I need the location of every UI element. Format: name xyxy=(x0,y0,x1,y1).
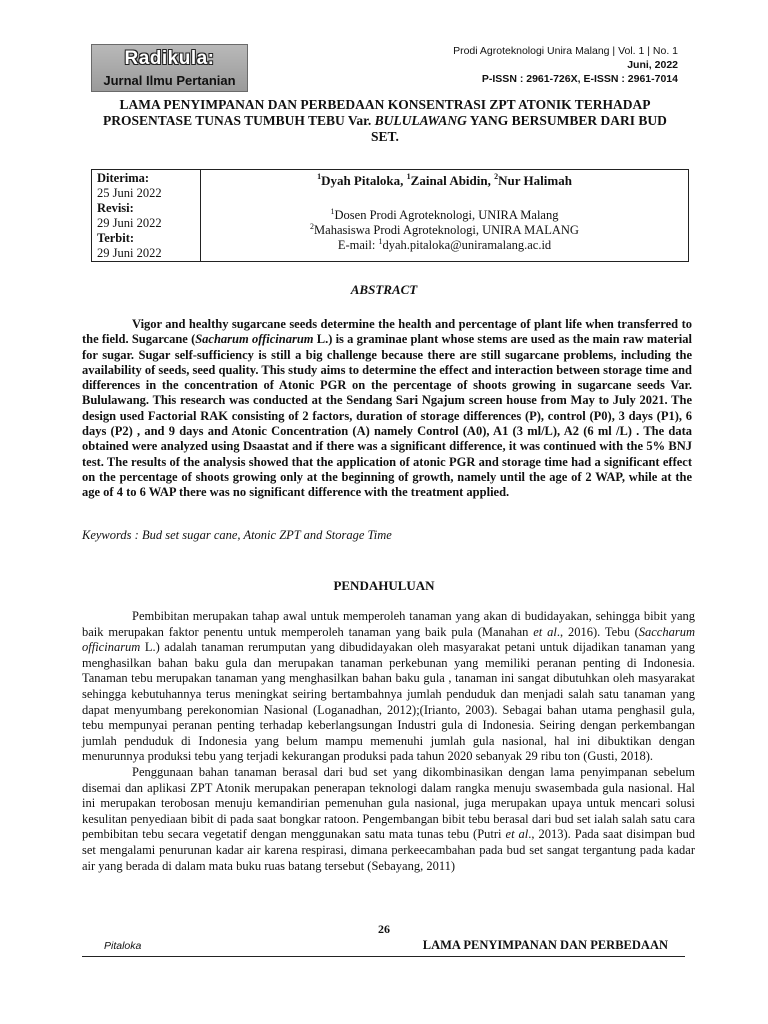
email-line xyxy=(201,238,688,253)
dates-column xyxy=(92,170,201,261)
authors-column xyxy=(201,170,688,261)
revised-label: Revisi: xyxy=(97,201,134,215)
p1-text-b: ., 2016). Tebu ( xyxy=(556,624,639,639)
issue-line-3: P-ISSN : 2961-726X, E-ISSN : 2961-7014 xyxy=(481,73,678,85)
paper-title xyxy=(95,97,675,145)
title-italic: BULULAWANG xyxy=(374,113,467,128)
affiliation-2-sup: 2 xyxy=(310,222,315,231)
p1-text-c: L.) adalah tanaman rerumputan yang dibudidayakan oleh masyarakat petani untuk dijadikan tanaman yang menghasilkan bahan baku gula dan merupakan tanaman perkebunan yang memiliki peranan penting di Indonesia. Tanaman tebu merupakan tanaman yang menghasilkan bahan baku gula , tanaman ini sangat dibutuhkan oleh masyarakat sehingga kebutuhannya terus meningkat seiring bertambahnya jumlah penduduk dan menjadi salah satu tanaman yang dapat menyumbang perekonomian Nasional (Loganadhan, 2012);(Irianto, 2003). Sebagai bahan utama penghasil gula, tebu mempunyai peranan penting terhadap keberlangsungan Industri gula di Indonesia. Seiring dengan perkembangan jumlah penduduk di Indonesia yang belum mampu memenuhi jumlah gula nasional, hal ini dibuktikan dengan menurunnya produksi tebu yang terjadi kekurangan produksi pada tahun 2020 sebanyak 29 ribu ton (Gusti, 2018). xyxy=(82,640,695,764)
p2-text-a: Penggunaan bahan tanaman berasal dari bud set yang dikombinasikan dengan lama penyimpanan sebelum disemai dan aplikasi ZPT Atonik merupakan penerapan teknologi dalam rangka menuju swasembada gula nasional. Hal ini merupakan terobosan menuju kemandirian pemenuhan gula nasional, juga merupakan upaya untuk mencari solusi kesulitan penyediaan bibit di pada saat bongkar ratoon. Pengembangan bibit tebu berasal dari bud set ialah salah satu cara pembibitan tebu secara vegetatif dengan menggunakan satu mata tunas tebu (Putri xyxy=(82,764,695,842)
email-prefix: E-mail: xyxy=(337,238,379,252)
published-date: 29 Juni 2022 xyxy=(97,246,162,260)
affiliation-2 xyxy=(201,223,688,238)
received-date: 25 Juni 2022 xyxy=(97,186,162,200)
author-2-sup: 1 xyxy=(406,172,411,181)
logo-journal-name: Jurnal Ilmu Pertanian xyxy=(103,73,236,88)
abstract-text-1: Vigor and healthy sugarcane seeds determine the health and percentage of plant life when transferred to the field. Sugarcane ( xyxy=(82,317,692,347)
author-1-sup: 1 xyxy=(317,172,322,181)
affiliation-1-sup: 1 xyxy=(330,207,335,216)
journal-logo xyxy=(91,44,248,92)
email-sup: 1 xyxy=(378,237,383,246)
published-label: Terbit: xyxy=(97,231,135,245)
abstract-body xyxy=(82,317,692,501)
issue-line-2: Juni, 2022 xyxy=(627,59,678,71)
email-address[interactable]: dyah.pitaloka@uniramalang.ac.id xyxy=(382,238,552,252)
affiliation-1-text: Dosen Prodi Agroteknologi, UNIRA Malang xyxy=(334,208,559,222)
author-3-sup: 2 xyxy=(494,172,499,181)
revised-date: 29 Juni 2022 xyxy=(97,216,162,230)
abstract-italic: Sacharum officinarum xyxy=(195,332,314,347)
page-number: 26 xyxy=(378,922,390,936)
title-part-1: LAMA PENYIMPANAN DAN PERBEDAAN KONSENTRASI ZPT ATONIK TERHADAP PROSENTASE TUNAS TUMBUH TEBU Var. xyxy=(103,97,651,128)
intro-paragraph-2 xyxy=(82,765,695,874)
title-part-2: YANG BERSUMBER DARI BUD SET. xyxy=(371,113,667,144)
footer-author: Pitaloka xyxy=(104,940,142,952)
p2-italic-1: et al xyxy=(505,827,529,842)
author-list xyxy=(201,173,688,188)
p2-text-b: ., 2013). Pada saat disimpan bud set mengalami penurunan kadar air karena respirasi, dimana perkeecambahan pada bud set sangat tergantung pada kadar air yang berada di dalam mata buku ruas batang tersebut (Sebayang, 2011) xyxy=(82,827,695,873)
intro-body xyxy=(82,609,695,874)
affiliation-2-text: Mahasiswa Prodi Agroteknologi, UNIRA MALANG xyxy=(314,223,579,237)
author-1: Dyah Pitaloka, xyxy=(321,173,407,188)
received-label: Diterima: xyxy=(97,171,150,185)
issue-info xyxy=(453,44,678,86)
affiliation-1 xyxy=(201,208,688,223)
p1-text-a: Pembibitan merupakan tahap awal untuk memperoleh tanaman yang akan di budidayakan, sehingga bibit yang baik merupakan faktor penentu untuk memperoleh tanaman yang baik pula (Manahan xyxy=(82,609,695,639)
footer-running-title: LAMA PENYIMPANAN DAN PERBEDAAN xyxy=(422,938,668,952)
p1-italic-1: et al xyxy=(533,624,557,639)
logo-brand: Radikula: xyxy=(124,48,215,69)
article-info-box xyxy=(91,169,689,262)
author-3: Nur Halimah xyxy=(498,173,572,188)
author-2: Zainal Abidin, xyxy=(410,173,495,188)
issue-line-1: Prodi Agroteknologi Unira Malang | Vol. 1 | No. 1 xyxy=(453,45,678,57)
affiliations xyxy=(201,208,688,253)
abstract-text-2: L.) is a graminae plant whose stems are used as the main raw material for sugar. Sugar self-sufficiency is still a big challenge because there are still sugarcane problems, including the availability of seeds, seed quality. This study aims to determine the effect and interaction between storage time and differences in the concentration of Atonic PGR on the percentage of shoots growing in sugarcane seeds Var. Bululawang. This research was conducted at the Sendang Sari Ngajum screen house from May to July 2021. The design used Factorial RAK consisting of 2 factors, duration of storage differences (P), control (P0), 3 days (P1), 6 days (P2) , and 9 days and Atonic Concentration (A) namely Control (A0), A1 (3 ml/L), A2 (6 ml /L) . The data obtained were analyzed using Dsaastat and if there was a significant difference, it was continued with the 5% BNJ test. The results of the analysis showed that the application of atonic PGR and storage time had a significant effect on the percentage of shoots growing only at the beginning of growth, namely until the age of 2 WAP, while at the age of 4 to 6 WAP there was no significant difference with the treatment applied. xyxy=(82,332,692,500)
intro-paragraph-1 xyxy=(82,609,695,765)
abstract-heading: ABSTRACT xyxy=(350,282,418,297)
footer-divider xyxy=(82,956,685,957)
keywords: Keywords : Bud set sugar cane, Atonic ZPT and Storage Time xyxy=(82,528,392,542)
p1-italic-2: Saccharum officinarum xyxy=(82,624,695,655)
section-heading-pendahuluan: PENDAHULUAN xyxy=(333,578,435,593)
